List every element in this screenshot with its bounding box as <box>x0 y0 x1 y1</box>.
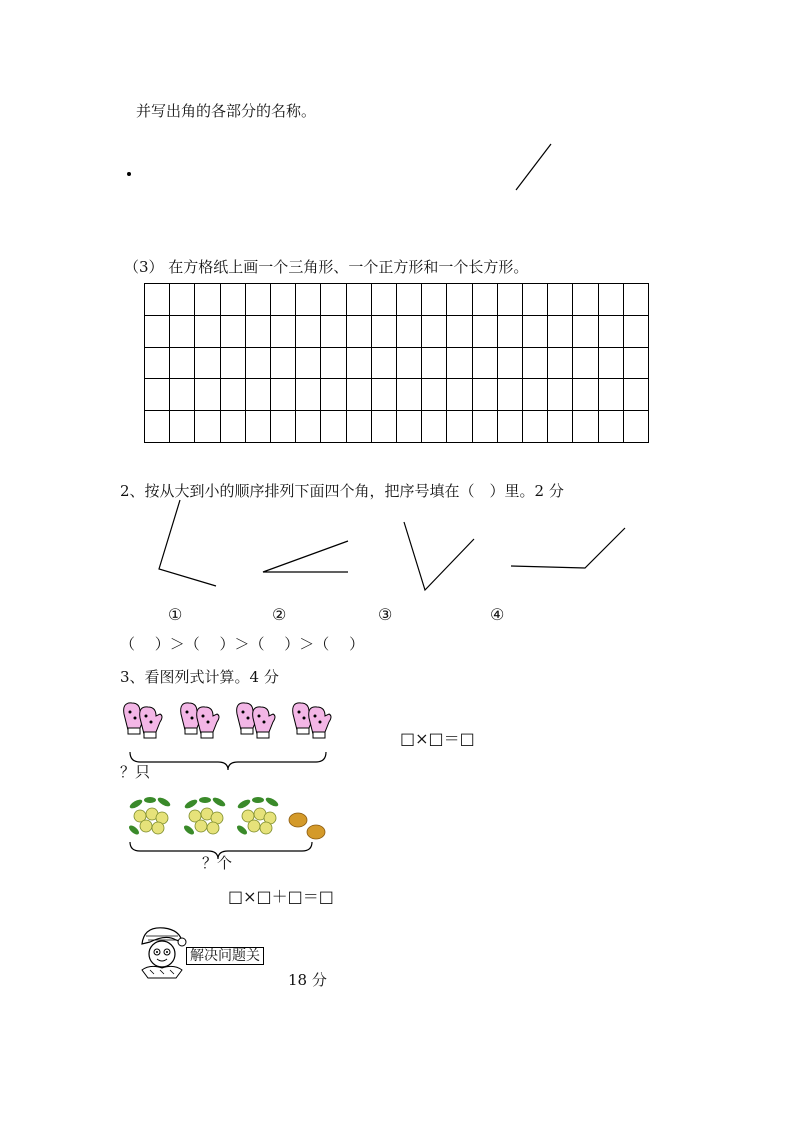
grid-cell[interactable] <box>321 316 346 348</box>
grid-cell[interactable] <box>221 284 246 316</box>
grid-cell[interactable] <box>599 316 624 348</box>
grid-cell[interactable] <box>397 348 422 380</box>
mitten-pair-icon <box>124 703 162 738</box>
grid-cell[interactable] <box>221 348 246 380</box>
angle-4 <box>511 528 625 568</box>
grid-cell[interactable] <box>347 284 372 316</box>
section-title: 解决问题关 <box>186 947 264 965</box>
grid-cell[interactable] <box>473 284 498 316</box>
grid-cell[interactable] <box>271 411 296 443</box>
cartoon-kid-icon <box>142 928 186 978</box>
square-grid-paper[interactable] <box>144 283 649 443</box>
fruit-bunch-icon <box>182 796 226 836</box>
grid-cell[interactable] <box>195 316 220 348</box>
mittens-brace <box>130 752 326 770</box>
grid-cell[interactable] <box>422 284 447 316</box>
grid-cell[interactable] <box>221 316 246 348</box>
fruit-caption: ？个 <box>202 854 233 872</box>
grid-cell[interactable] <box>145 316 170 348</box>
fruit-bunch-icon <box>235 796 279 836</box>
grid-cell[interactable] <box>473 348 498 380</box>
grid-cell[interactable] <box>246 411 271 443</box>
q3-equation-2[interactable]: □×□＋□＝□ <box>228 887 334 906</box>
grid-cell[interactable] <box>321 348 346 380</box>
grid-cell[interactable] <box>372 411 397 443</box>
point-dot <box>127 172 131 176</box>
grid-cell[interactable] <box>271 316 296 348</box>
grid-cell[interactable] <box>296 316 321 348</box>
angle-label-2: ② <box>272 605 287 624</box>
grid-cell[interactable] <box>195 348 220 380</box>
grid-cell[interactable] <box>548 284 573 316</box>
grid-cell[interactable] <box>145 284 170 316</box>
grid-cell[interactable] <box>599 379 624 411</box>
grid-cell[interactable] <box>523 379 548 411</box>
grid-cell[interactable] <box>271 348 296 380</box>
grid-cell[interactable] <box>321 284 346 316</box>
grid-cell[interactable] <box>321 379 346 411</box>
q3-equation-1[interactable]: □×□＝□ <box>400 729 475 748</box>
grid-cell[interactable] <box>195 379 220 411</box>
part1-instruction: 并写出角的各部分的名称。 <box>136 102 317 120</box>
grid-cell[interactable] <box>624 379 649 411</box>
grid-cell[interactable] <box>246 316 271 348</box>
grid-cell[interactable] <box>548 316 573 348</box>
grid-cell[interactable] <box>397 411 422 443</box>
grid-cell[interactable] <box>624 411 649 443</box>
grid-cell[interactable] <box>397 284 422 316</box>
mitten-pair-icon <box>181 703 219 738</box>
grid-cell[interactable] <box>599 284 624 316</box>
fruit-group <box>127 796 325 839</box>
grid-cell[interactable] <box>246 348 271 380</box>
grid-cell[interactable] <box>145 379 170 411</box>
grid-cell[interactable] <box>246 284 271 316</box>
mittens-group <box>124 703 331 738</box>
grid-cell[interactable] <box>422 379 447 411</box>
section-score: 18 分 <box>288 971 327 989</box>
grid-cell[interactable] <box>195 284 220 316</box>
grid-cell[interactable] <box>271 379 296 411</box>
grid-cell[interactable] <box>422 348 447 380</box>
grid-cell[interactable] <box>447 348 472 380</box>
q2-instruction: 2、按从大到小的顺序排列下面四个角，把序号填在（ ）里。2 分 <box>120 482 564 500</box>
angle-3 <box>404 522 474 590</box>
q2-order-blanks[interactable]: （ ）＞（ ）＞（ ）＞（ ） <box>120 635 365 653</box>
grid-cell[interactable] <box>170 348 195 380</box>
q3-instruction: 3、看图列式计算。4 分 <box>120 668 279 686</box>
grid-cell[interactable] <box>296 411 321 443</box>
grid-cell[interactable] <box>473 379 498 411</box>
grid-cell[interactable] <box>599 348 624 380</box>
grid-cell[interactable] <box>195 411 220 443</box>
grid-cell[interactable] <box>498 411 523 443</box>
grid-cell[interactable] <box>548 348 573 380</box>
grid-cell[interactable] <box>221 411 246 443</box>
grid-cell[interactable] <box>573 379 598 411</box>
grid-cell[interactable] <box>145 411 170 443</box>
mitten-pair-icon <box>237 703 275 738</box>
grid-cell[interactable] <box>498 284 523 316</box>
angle-label-1: ① <box>168 605 183 624</box>
grid-cell[interactable] <box>347 379 372 411</box>
angle-2 <box>263 541 348 572</box>
grid-cell[interactable] <box>523 316 548 348</box>
grid-cell[interactable] <box>573 284 598 316</box>
grid-cell[interactable] <box>296 348 321 380</box>
part3-instruction: （3） 在方格纸上画一个三角形、一个正方形和一个长方形。 <box>124 258 529 276</box>
grid-cell[interactable] <box>498 379 523 411</box>
mitten-pair-icon <box>293 703 331 738</box>
grid-cell[interactable] <box>170 316 195 348</box>
grid-cell[interactable] <box>523 411 548 443</box>
grid-cell[interactable] <box>170 379 195 411</box>
orange-pair-icon <box>289 813 325 839</box>
grid-cell[interactable] <box>170 284 195 316</box>
grid-cell[interactable] <box>170 411 195 443</box>
grid-cell[interactable] <box>397 379 422 411</box>
grid-cell[interactable] <box>372 284 397 316</box>
grid-cell[interactable] <box>624 316 649 348</box>
grid-cell[interactable] <box>447 379 472 411</box>
grid-cell[interactable] <box>296 379 321 411</box>
grid-cell[interactable] <box>145 348 170 380</box>
angle-1 <box>159 500 216 586</box>
grid-cell[interactable] <box>573 316 598 348</box>
grid-cell[interactable] <box>397 316 422 348</box>
grid-cell[interactable] <box>573 348 598 380</box>
ray-line <box>516 144 551 190</box>
grid-cell[interactable] <box>599 411 624 443</box>
grid-cell[interactable] <box>473 411 498 443</box>
grid-cell[interactable] <box>523 348 548 380</box>
grid-cell[interactable] <box>246 379 271 411</box>
grid-cell[interactable] <box>296 284 321 316</box>
grid-cell[interactable] <box>548 411 573 443</box>
grid-cell[interactable] <box>498 348 523 380</box>
grid-cell[interactable] <box>372 316 397 348</box>
grid-cell[interactable] <box>422 411 447 443</box>
grid-cell[interactable] <box>347 316 372 348</box>
grid-cell[interactable] <box>473 316 498 348</box>
grid-cell[interactable] <box>624 348 649 380</box>
grid-cell[interactable] <box>523 284 548 316</box>
grid-cell[interactable] <box>447 284 472 316</box>
grid-cell[interactable] <box>548 379 573 411</box>
grid-cell[interactable] <box>447 411 472 443</box>
grid-cell[interactable] <box>372 348 397 380</box>
angle-label-4: ④ <box>490 605 505 624</box>
fruit-bunch-icon <box>127 796 171 836</box>
grid-cell[interactable] <box>347 411 372 443</box>
angle-label-3: ③ <box>378 605 393 624</box>
grid-cell[interactable] <box>624 284 649 316</box>
grid-cell[interactable] <box>271 284 296 316</box>
mittens-caption: ？只 <box>120 763 151 781</box>
grid-cell[interactable] <box>498 316 523 348</box>
grid-cell[interactable] <box>347 348 372 380</box>
grid-cell[interactable] <box>422 316 447 348</box>
grid-cell[interactable] <box>573 411 598 443</box>
grid-cell[interactable] <box>447 316 472 348</box>
grid-cell[interactable] <box>221 379 246 411</box>
grid-cell[interactable] <box>321 411 346 443</box>
grid-cell[interactable] <box>372 379 397 411</box>
